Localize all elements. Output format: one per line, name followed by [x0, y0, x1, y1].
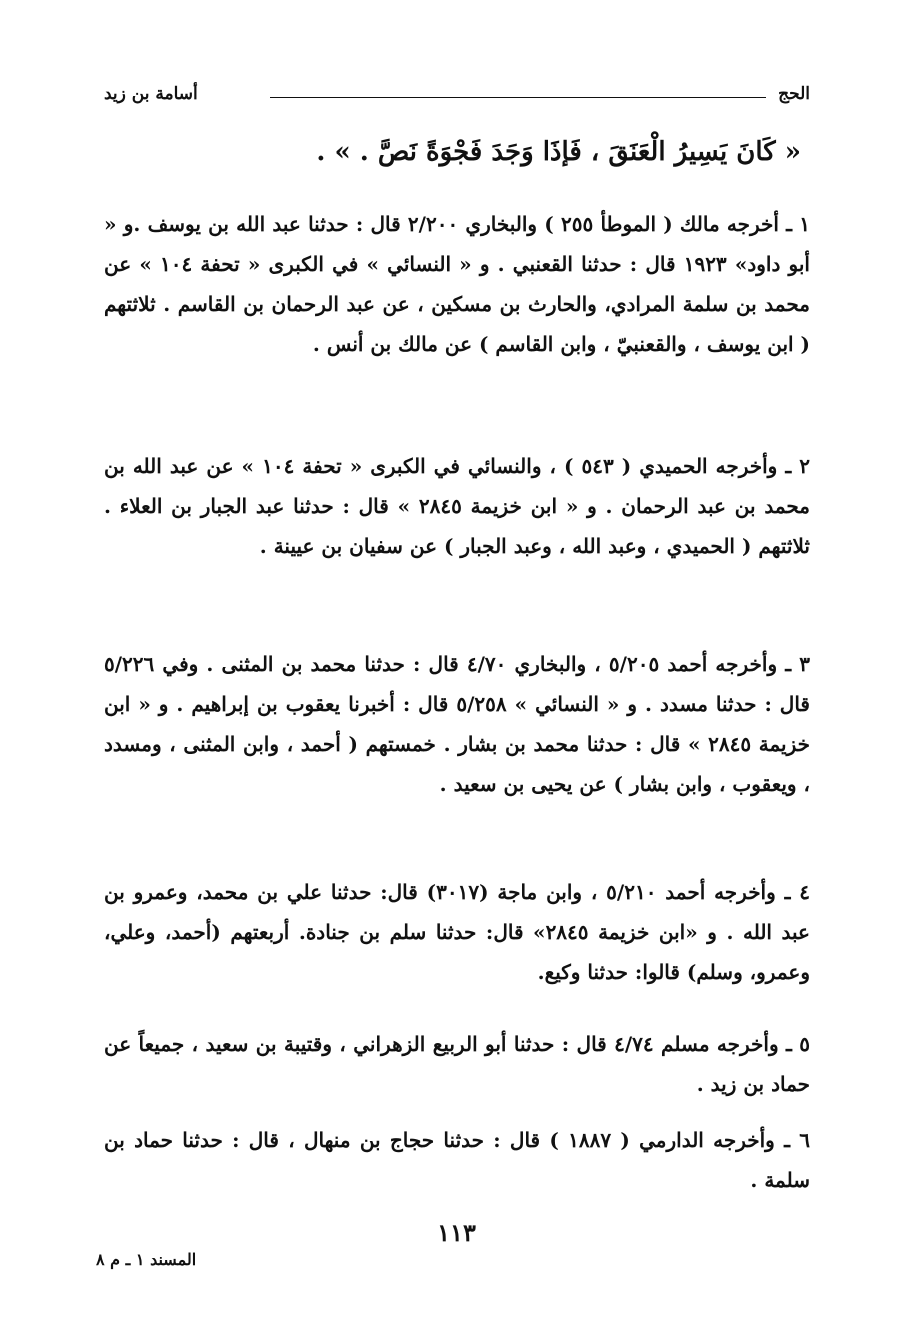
note-2: ٢ ـ وأخرجه الحميدي ( ٥٤٣ ) ، والنسائي في الكبرى « تحفة ١٠٤ » عن عبد الله بن محمد بن عبد الرحمان . و « ابن خزيمة ٢٨٤٥ » قال : حدثنا عبد الجبار بن العلاء . ثلاثتهم ( الحميدي ، وعبد الله ، وعبد الجبار ) عن سفيان بن عيينة .	[104, 454, 811, 558]
running-header-subject: أسامة بن زيد	[104, 84, 198, 104]
note-4: ٤ ـ وأخرجه أحمد ٥/٢١٠ ، وابن ماجة (٣٠١٧) قال: حدثنا علي بن محمد، وعمرو بن عبد الله . و «ابن خزيمة ٢٨٤٥» قال: حدثنا سلم بن جنادة. أربعتهم (أحمد، وعلي، وعمرو، وسلم) قالوا: حدثنا وكيع.	[104, 880, 811, 984]
running-header	[104, 84, 810, 108]
running-header-section: الحج	[778, 84, 810, 104]
note-5: ٥ ـ وأخرجه مسلم ٤/٧٤ قال : حدثنا أبو الربيع الزهراني ، وقتيبة بن سعيد ، جميعاً عن حماد بن زيد .	[104, 1032, 810, 1096]
footer-signature: المسند ١ ـ م ٨	[96, 1250, 197, 1269]
hadith-quote: « كَانَ يَسِيرُ الْعَنَقَ ، فَإذَا وَجَدَ فَجْوَةً نَصَّ . » .	[316, 137, 801, 167]
note-1: ١ ـ أخرجه مالك ( الموطأ ٢٥٥ ) والبخاري ٢/٢٠٠ قال : حدثنا عبد الله بن يوسف .و « أبو داود» ١٩٢٣ قال : حدثنا القعنبي . و « النسائي » في الكبرى « تحفة ١٠٤ » عن محمد بن سلمة المرادي، والحارث بن مسكين ، عن عبد الرحمان بن القاسم . ثلاثتهم ( ابن يوسف ، والقعنبيّ ، وابن القاسم ) عن مالك بن أنس .	[104, 212, 811, 356]
note-3: ٣ ـ وأخرجه أحمد ٥/٢٠٥ ، والبخاري ٤/٧٠ قال : حدثنا محمد بن المثنى . وفي ٥/٢٢٦ قال : حدثنا مسدد . و « النسائي » ٥/٢٥٨ قال : أخبرنا يعقوب بن إبراهيم . و « ابن خزيمة ٢٨٤٥ » قال : حدثنا محمد بن بشار . خمستهم ( أحمد ، وابن المثنى ، ومسدد ، ويعقوب ، وابن بشار ) عن يحيى بن سعيد .	[104, 652, 811, 796]
page-number: ١١٣	[437, 1218, 476, 1247]
note-6: ٦ ـ وأخرجه الدارمي ( ١٨٨٧ ) قال : حدثنا حجاج بن منهال ، قال : حدثنا حماد بن سلمة .	[104, 1128, 810, 1192]
header-rule	[270, 97, 766, 98]
